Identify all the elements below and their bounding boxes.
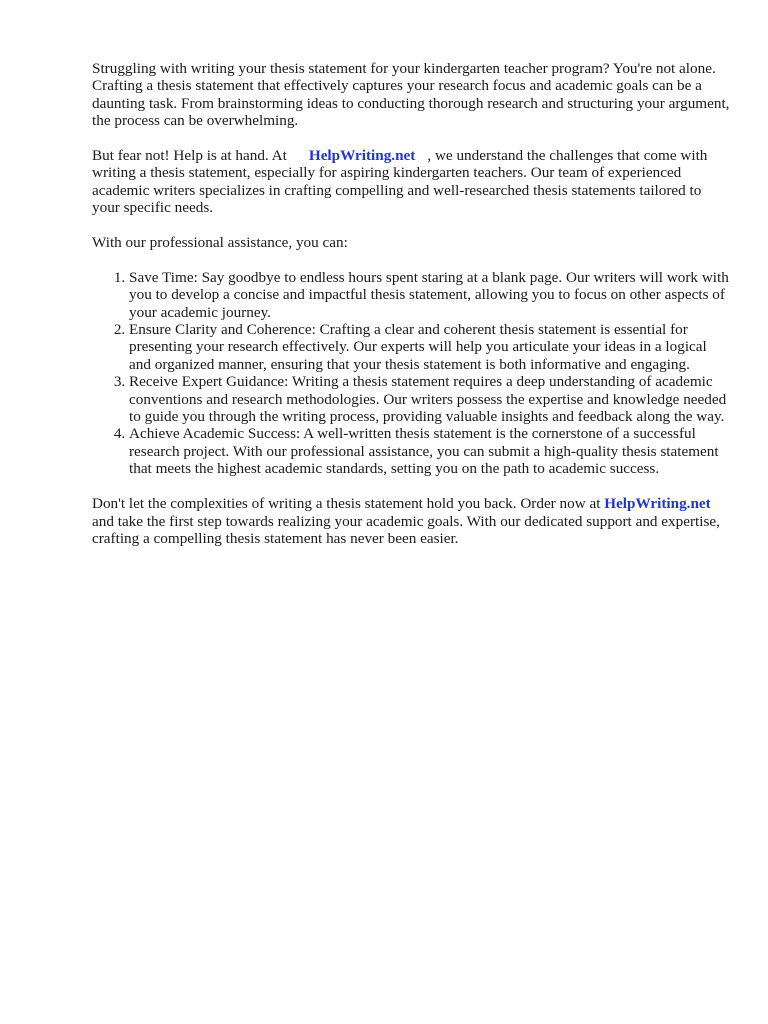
help-text-after: , we understand the challenges that come with writing a thesis statement, especially for aspiring kindergarten teachers. Our team of experienced academic writers specializes in crafting compelling and well-researched thesis statements tailored to your specific needs. — [92, 147, 708, 217]
list-item: 4. Achieve Academic Success: A well-written thesis statement is the cornerstone of a successful research project. With our professional assistance, you can submit a high-quality thesis statement that meets the highest academic standards, setting you on the path to academic success. — [129, 425, 732, 477]
closing-text-after: and take the first step towards realizing your academic goals. With our dedicated support and expertise, crafting a compelling thesis statement has never been easier. — [92, 512, 720, 547]
document-body — [92, 60, 732, 565]
intro-paragraph: Struggling with writing your thesis statement for your kindergarten teacher program? You're not alone. Crafting a thesis statement that effectively captures your research focus and academic goals can be a daunting task. From brainstorming ideas to conducting thorough research and structuring your argument, the process can be overwhelming. — [92, 60, 730, 130]
help-paragraph — [92, 147, 732, 217]
list-item: 3. Receive Expert Guidance: Writing a thesis statement requires a deep understanding of academic conventions and research methodologies. Our writers possess the expertise and knowledge needed to guide you through the writing process, providing valuable insights and feedback along the way. — [129, 373, 732, 425]
list-item: 2. Ensure Clarity and Coherence: Crafting a clear and coherent thesis statement is essential for presenting your research effectively. Our experts will help you articulate your ideas in a logical and organized manner, ensuring that your thesis statement is both informative and engaging. — [129, 321, 732, 373]
helpwriting-link[interactable]: HelpWriting.net — [308, 147, 416, 165]
list-intro-paragraph: With our professional assistance, you can: — [92, 234, 348, 252]
helpwriting-link-closing[interactable]: HelpWriting.net — [604, 495, 711, 513]
list-item: 1. Save Time: Say goodbye to endless hours spent staring at a blank page. Our writers will work with you to develop a concise and impactful thesis statement, allowing you to focus on other aspects of your academic journey. — [129, 269, 732, 321]
benefits-list — [92, 269, 732, 478]
help-text-before: But fear not! Help is at hand. At — [92, 147, 287, 165]
closing-paragraph — [92, 495, 732, 547]
closing-text-before: Don't let the complexities of writing a thesis statement hold you back. Order now at — [92, 495, 601, 513]
